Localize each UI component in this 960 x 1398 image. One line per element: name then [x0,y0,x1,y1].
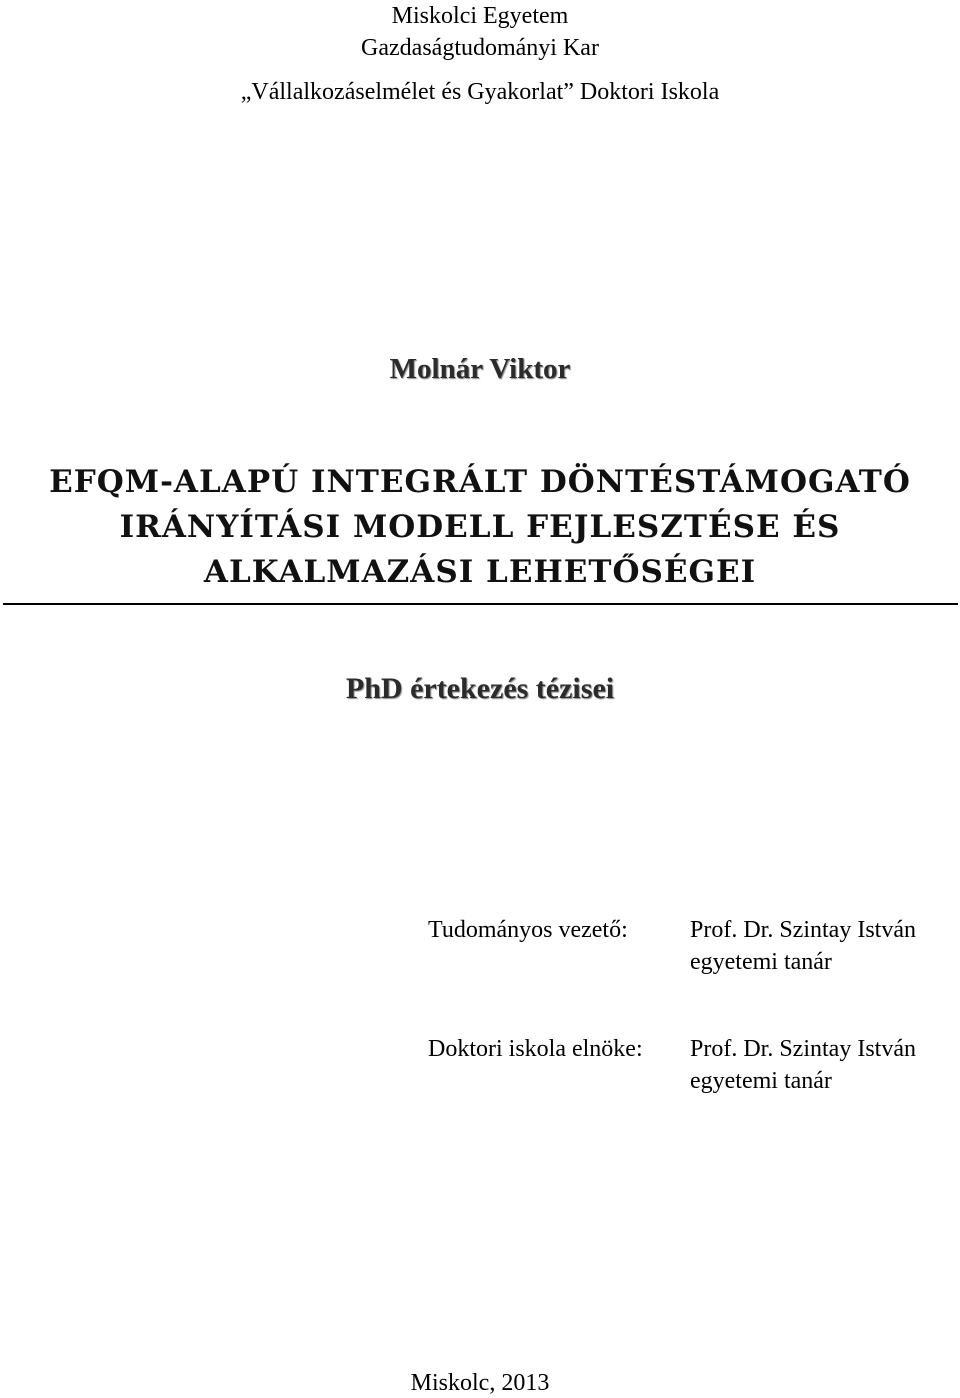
supervisor-rank: egyetemi tanár [690,949,832,975]
university-name: Miskolci Egyetem [391,3,569,29]
institution-header [0,0,960,108]
thesis-title-line-3: ALKALMAZÁSI LEHETŐSÉGEI [203,554,757,590]
faculty-name: Gazdaságtudományi Kar [361,35,599,61]
thesis-title-line-1: EFQM-ALAPÚ INTEGRÁLT DÖNTÉSTÁMOGATÓ [49,464,911,500]
supervisor-label: Tudományos vezető: [428,917,628,943]
chair-label: Doktori iskola elnöke: [428,1036,643,1062]
place-and-year: Miskolc, 2013 [410,1370,550,1396]
thesis-title [0,460,960,595]
supervisor-name: Prof. Dr. Szintay István [690,917,916,943]
chair-rank: egyetemi tanár [690,1068,832,1094]
document-type: PhD értekezés tézisei [345,672,615,705]
title-divider [3,603,958,605]
chair-name: Prof. Dr. Szintay István [690,1036,916,1062]
author-name: Molnár Viktor [389,353,571,385]
doctoral-school-name: „Vállalkozáselmélet és Gyakorlat” Doktori Iskola [240,79,720,105]
thesis-title-line-2: IRÁNYÍTÁSI MODELL FEJLESZTÉSE ÉS [119,509,841,545]
